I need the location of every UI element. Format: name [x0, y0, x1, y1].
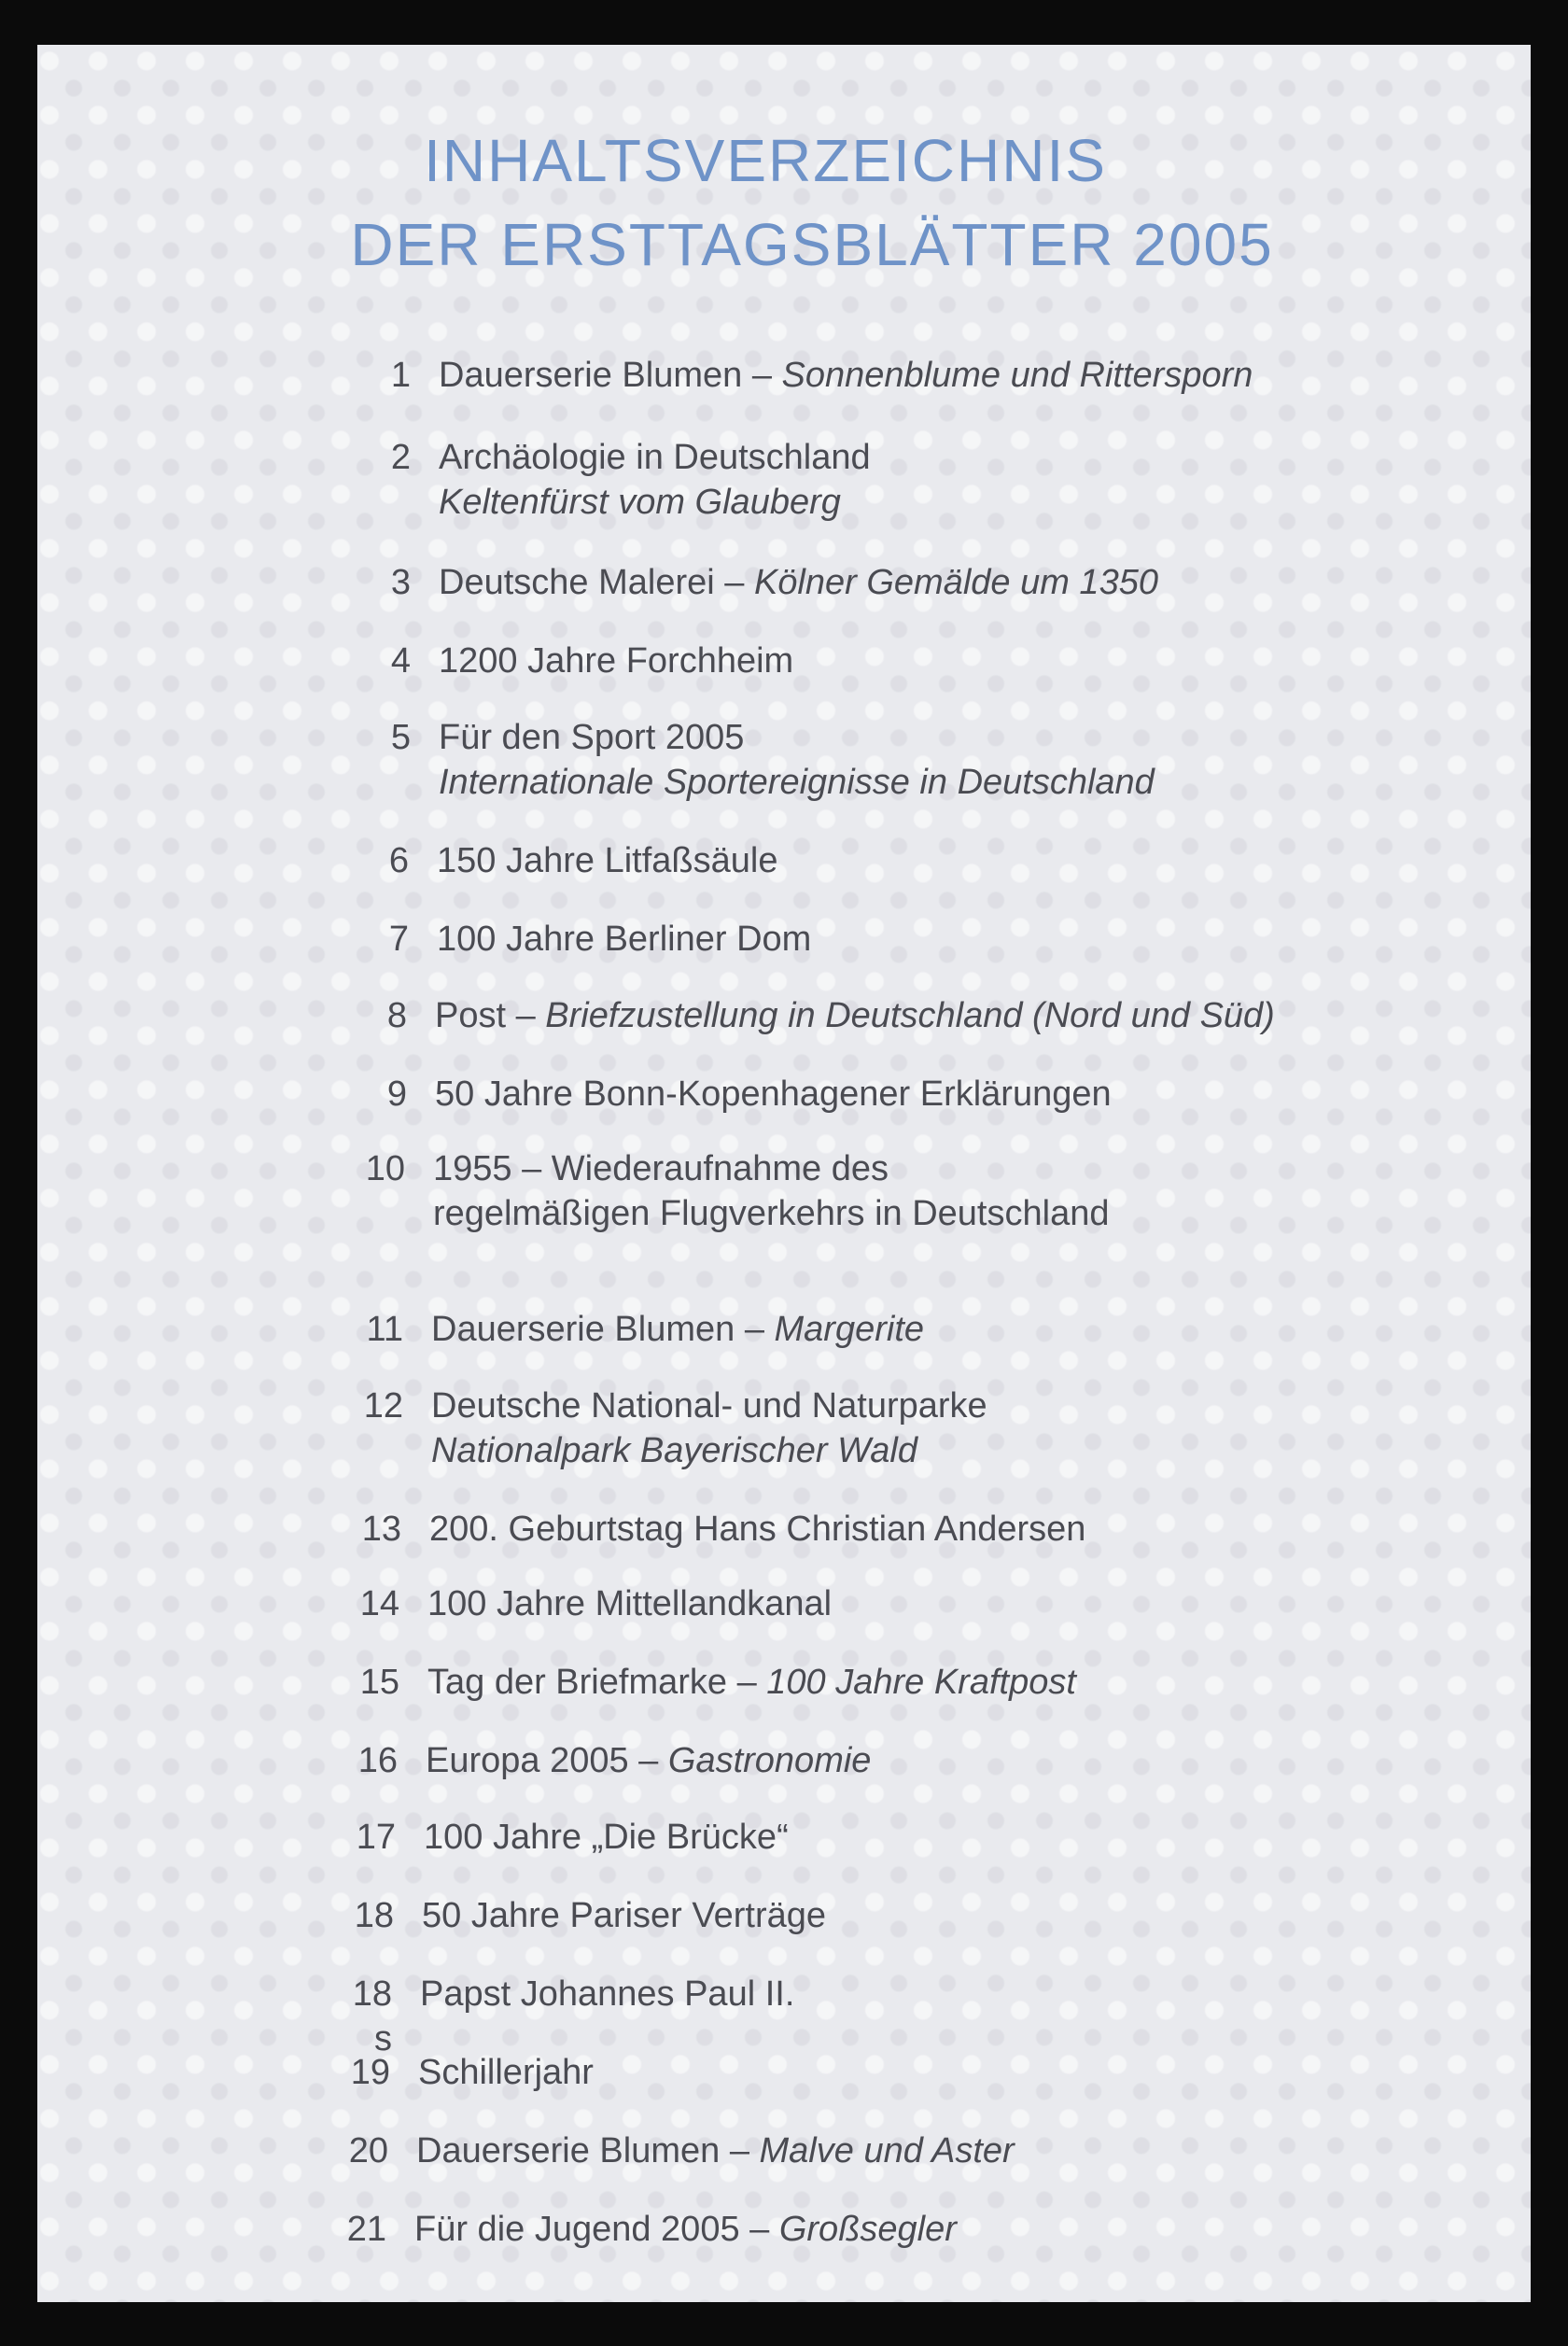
entry-number: 17	[356, 1818, 396, 1857]
entry-title: Für den Sport 2005 Internationale Sportereignisse in Deutschland	[439, 715, 1447, 805]
entry-title: Deutsche National- und Naturparke Nationalpark Bayerischer Wald	[431, 1384, 1439, 1473]
entry-subtitle: Keltenfürst vom Glauberg	[439, 483, 841, 522]
entry-subtitle: Nationalpark Bayerischer Wald	[431, 1431, 917, 1470]
entry-title: 50 Jahre Pariser Verträge	[422, 1896, 827, 1935]
entry-title: 1200 Jahre Forchheim	[439, 641, 794, 681]
entry-subtitle: 100 Jahre Kraftpost	[766, 1663, 1076, 1702]
entry-title: Archäologie in Deutschland Keltenfürst vom Glauberg	[439, 435, 1447, 525]
entry-number: 5	[390, 718, 411, 757]
entry-subtitle: Briefzustellung in Deutschland (Nord und Süd)	[545, 996, 1275, 1035]
entry-title: Dauerserie Blumen – Margerite	[431, 1310, 925, 1349]
entry-number: 9	[386, 1075, 407, 1114]
entry-number: 4	[390, 641, 411, 681]
entry-title: 200. Geburtstag Hans Christian Andersen	[429, 1510, 1086, 1549]
entry-number: 16	[357, 1741, 398, 1780]
entry-number: 3	[390, 563, 411, 602]
entry-number: 10	[365, 1149, 405, 1188]
entry-title: Papst Johannes Paul II.	[420, 1974, 795, 2014]
entry-number: 2	[390, 438, 411, 477]
entry-title: Europa 2005 – Gastronomie	[426, 1741, 872, 1780]
entry-number: 6	[388, 841, 409, 880]
page-title-line-2: DER ERSTTAGSBLÄTTER 2005	[350, 211, 1274, 278]
entry-subtitle: Kölner Gemälde um 1350	[753, 563, 1158, 602]
entry-title: 50 Jahre Bonn-Kopenhagener Erklärungen	[435, 1075, 1112, 1114]
entry-number: 18 s	[352, 1974, 392, 2058]
entry-subtitle: Großsegler	[778, 2210, 957, 2249]
entry-title: Für die Jugend 2005 – Großsegler	[414, 2210, 957, 2249]
entry-title: 1955 – Wiederaufnahme des regelmäßigen Flugverkehrs in Deutschland	[433, 1146, 1441, 1236]
entry-number: 21	[346, 2210, 386, 2249]
entry-number: 13	[361, 1510, 401, 1549]
entry-number: 8	[386, 996, 407, 1035]
entry-subtitle: Margerite	[774, 1310, 925, 1349]
entry-number: 18	[354, 1896, 394, 1935]
entry-subtitle: Sonnenblume und Rittersporn	[781, 356, 1253, 395]
entry-number: 15	[359, 1663, 399, 1702]
entry-subtitle: Internationale Sportereignisse in Deutschland	[439, 763, 1155, 802]
entry-subtitle: regelmäßigen Flugverkehrs in Deutschland	[433, 1194, 1110, 1233]
entry-title: Deutsche Malerei – Kölner Gemälde um 1350	[439, 563, 1158, 602]
entry-number: 20	[348, 2131, 388, 2170]
entry-number: 14	[359, 1584, 399, 1623]
entry-title: 150 Jahre Litfaßsäule	[437, 841, 778, 880]
entry-title: 100 Jahre Mittellandkanal	[427, 1584, 833, 1623]
entry-number: 1	[390, 356, 411, 395]
entry-subtitle: Gastronomie	[667, 1741, 872, 1780]
entry-title: Schillerjahr	[418, 2053, 594, 2092]
entry-subtitle: Malve und Aster	[759, 2131, 1015, 2170]
entry-title: 100 Jahre „Die Brücke“	[424, 1818, 789, 1857]
entry-number: 11	[366, 1310, 403, 1349]
document-sheet	[37, 45, 1531, 2302]
table-of-contents	[37, 45, 1531, 2302]
entry-number: 12	[363, 1386, 403, 1426]
entry-number: 19	[350, 2053, 390, 2092]
entry-title: 100 Jahre Berliner Dom	[437, 920, 812, 959]
page-title-line-1: INHALTSVERZEICHNIS	[424, 127, 1107, 194]
entry-title: Tag der Briefmarke – 100 Jahre Kraftpost	[427, 1663, 1076, 1702]
entry-title: Dauerserie Blumen – Malve und Aster	[416, 2131, 1015, 2170]
entry-title: Post – Briefzustellung in Deutschland (Nord und Süd)	[435, 996, 1275, 1035]
entry-title: Dauerserie Blumen – Sonnenblume und Rittersporn	[439, 356, 1253, 395]
entry-number: 7	[388, 920, 409, 959]
